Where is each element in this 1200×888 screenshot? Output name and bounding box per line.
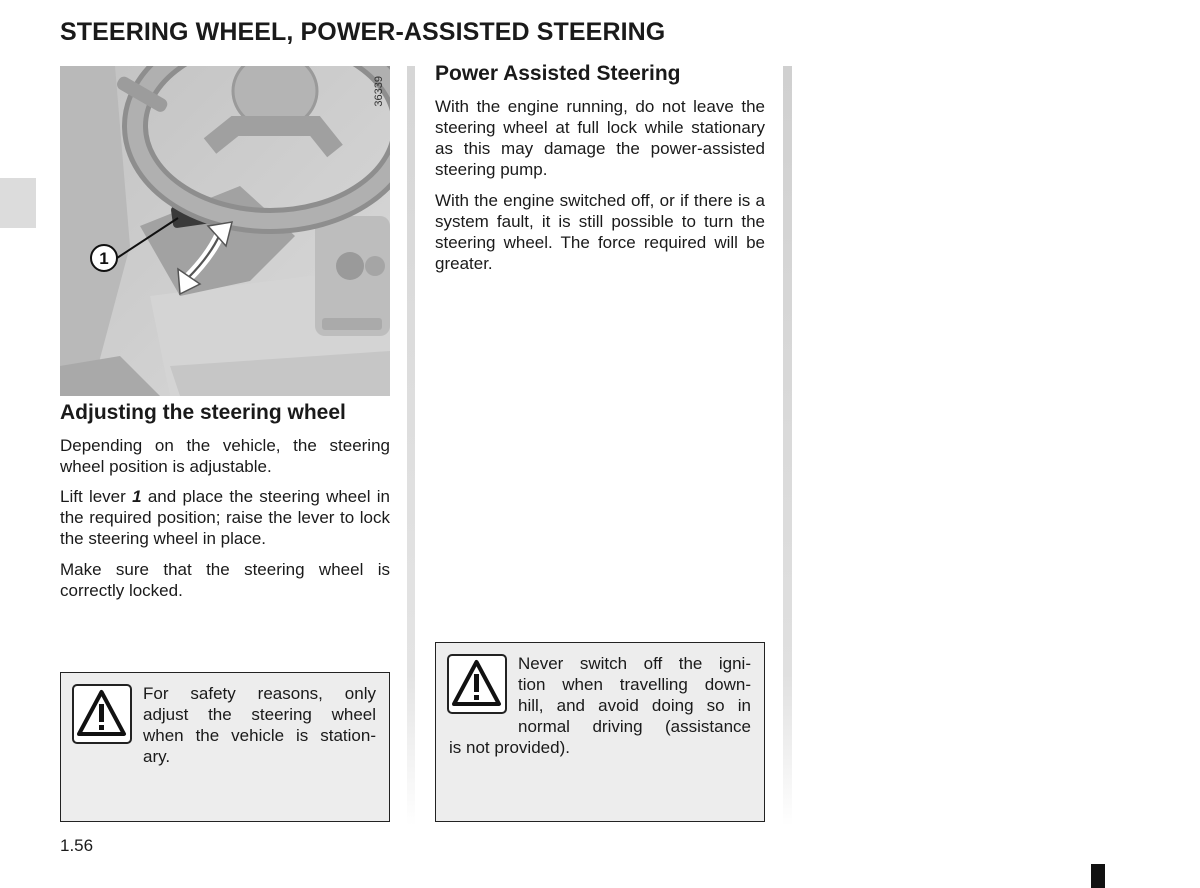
callout-number: 1 bbox=[99, 249, 109, 268]
steering-wheel-illustration bbox=[60, 66, 390, 396]
driving-warning-text-tail: is not provided). bbox=[449, 738, 570, 757]
driving-warning-box bbox=[435, 642, 765, 822]
adjusting-paragraph-2 bbox=[60, 486, 390, 549]
warning-line: when the vehicle is station- bbox=[143, 726, 376, 745]
steering-wheel-photo bbox=[60, 66, 390, 396]
para2-text-end: and place the steering wheel in the required position; raise the lever to lock the steering wheel in place. bbox=[60, 487, 390, 548]
adjusting-paragraph-1: Depending on the vehicle, the steering wheel position is adjustable. bbox=[60, 436, 390, 476]
page-edge-marker bbox=[1091, 864, 1105, 888]
adjusting-paragraph-3: Make sure that the steering wheel is correctly locked. bbox=[60, 560, 390, 600]
warning-triangle-icon bbox=[447, 654, 507, 714]
column-divider-right bbox=[783, 66, 792, 826]
power-steering-paragraph-1: With the engine running, do not leave the steering wheel at full lock while stationary as this may damage the power-assisted steering pump. bbox=[435, 97, 765, 179]
column-divider-left bbox=[407, 66, 415, 826]
warning-line: Never switch off the igni- bbox=[518, 654, 751, 673]
power-steering-paragraph-2: With the engine switched off, or if there is a system fault, it is still possible to turn the steering wheel. The force required will be greater. bbox=[435, 191, 765, 273]
driving-warning-text bbox=[518, 653, 751, 737]
lever-reference: 1 bbox=[132, 487, 142, 506]
safety-warning-text bbox=[143, 683, 376, 767]
para2-text-start: Lift lever bbox=[60, 487, 133, 506]
adjusting-heading: Adjusting the steering wheel bbox=[60, 401, 346, 424]
power-steering-heading: Power Assisted Steering bbox=[435, 62, 681, 85]
warning-line: adjust the steering wheel bbox=[143, 705, 376, 724]
warning-triangle-icon bbox=[72, 684, 132, 744]
safety-warning-box bbox=[60, 672, 390, 822]
section-tab bbox=[0, 178, 36, 228]
warning-line: normal driving (assistance bbox=[518, 717, 751, 736]
page-number: 1.56 bbox=[60, 836, 94, 855]
page-title: STEERING WHEEL, POWER-ASSISTED STEERING bbox=[60, 18, 666, 46]
warning-line: tion when travelling down- bbox=[518, 675, 751, 694]
warning-line: For safety reasons, only bbox=[143, 684, 376, 703]
figure-reference-code: 36339 bbox=[373, 76, 385, 107]
warning-line: ary. bbox=[143, 747, 171, 766]
warning-line: hill, and avoid doing so in bbox=[518, 696, 751, 715]
